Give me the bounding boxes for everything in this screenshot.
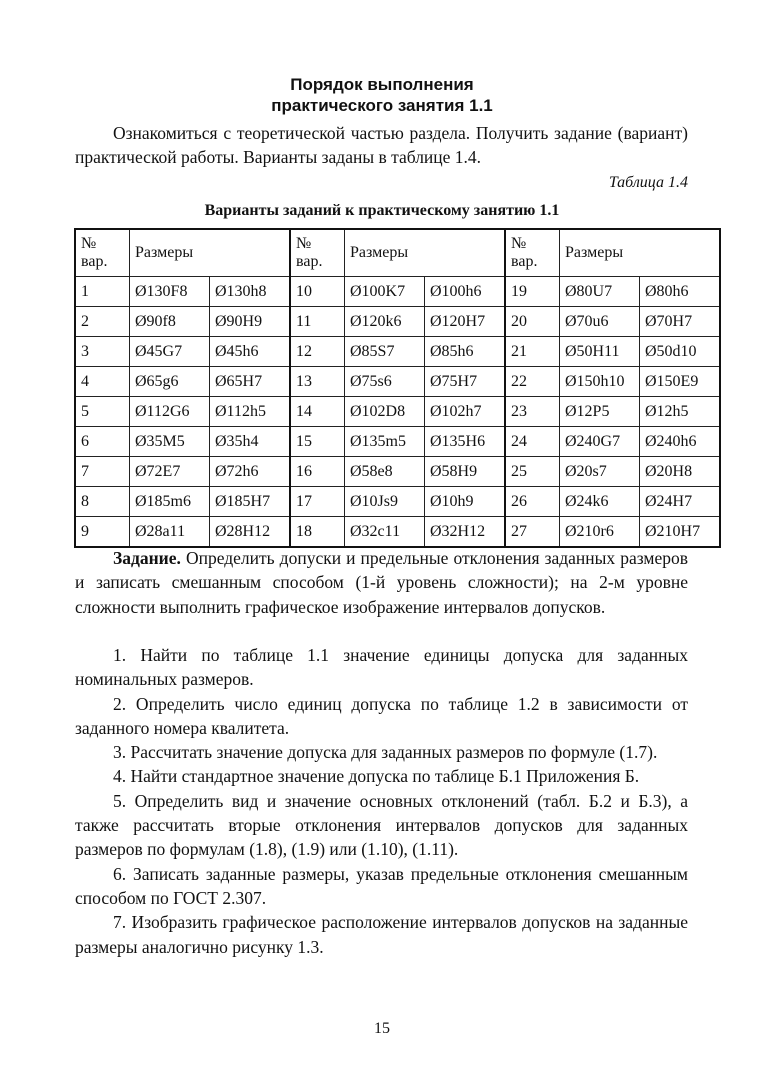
- variant-number: 23: [505, 397, 560, 427]
- size-cell: Ø120H7: [425, 307, 506, 337]
- size-cell: Ø80U7: [560, 277, 640, 307]
- size-cell: Ø70u6: [560, 307, 640, 337]
- size-cell: Ø24k6: [560, 487, 640, 517]
- variant-number: 19: [505, 277, 560, 307]
- size-cell: Ø58e8: [345, 457, 425, 487]
- size-cell: Ø45h6: [210, 337, 291, 367]
- variant-number: 13: [290, 367, 345, 397]
- variant-number: 26: [505, 487, 560, 517]
- variant-number: 20: [505, 307, 560, 337]
- variant-number: 14: [290, 397, 345, 427]
- step-item: 1. Найти по таблице 1.1 значение единицы допуска для заданных номинальных размеров.: [75, 645, 688, 690]
- size-cell: Ø28H12: [210, 517, 291, 548]
- variant-number: 25: [505, 457, 560, 487]
- size-cell: Ø102h7: [425, 397, 506, 427]
- size-cell: Ø135H6: [425, 427, 506, 457]
- size-cell: Ø210H7: [640, 517, 721, 548]
- step-item: 2. Определить число единиц допуска по таблице 1.2 в зависимости от заданного номера квалитета.: [75, 693, 688, 738]
- size-cell: Ø10Js9: [345, 487, 425, 517]
- table-row: [75, 367, 720, 397]
- variant-number: 11: [290, 307, 345, 337]
- variant-number: 12: [290, 337, 345, 367]
- size-cell: Ø32c11: [345, 517, 425, 548]
- size-cell: Ø10h9: [425, 487, 506, 517]
- size-cell: Ø45G7: [130, 337, 210, 367]
- size-cell: Ø240h6: [640, 427, 721, 457]
- size-cell: Ø80h6: [640, 277, 721, 307]
- size-cell: Ø150h10: [560, 367, 640, 397]
- step-item: 5. Определить вид и значение основных отклонений (табл. Б.2 и Б.3), а также рассчитать вторые отклонения интервалов допусков для заданных размеров по формулам (1.8), (1.9) или (1.10), (1.11).: [75, 790, 688, 860]
- size-cell: Ø24H7: [640, 487, 721, 517]
- size-cell: Ø100K7: [345, 277, 425, 307]
- size-cell: Ø135m5: [345, 427, 425, 457]
- size-cell: Ø35M5: [130, 427, 210, 457]
- size-cell: Ø20s7: [560, 457, 640, 487]
- size-cell: Ø240G7: [560, 427, 640, 457]
- size-cell: Ø130F8: [130, 277, 210, 307]
- variant-number: 10: [290, 277, 345, 307]
- variant-number: 8: [75, 487, 130, 517]
- size-cell: Ø90H9: [210, 307, 291, 337]
- table-caption: Таблица 1.4: [608, 174, 688, 191]
- size-cell: Ø120k6: [345, 307, 425, 337]
- size-cell: Ø112G6: [130, 397, 210, 427]
- size-cell: Ø20H8: [640, 457, 721, 487]
- variant-number: 22: [505, 367, 560, 397]
- variant-number: 4: [75, 367, 130, 397]
- header-sizes: Размеры: [130, 229, 291, 277]
- variant-number: 6: [75, 427, 130, 457]
- size-cell: Ø100h6: [425, 277, 506, 307]
- variants-table: [74, 228, 721, 548]
- table-row: [75, 487, 720, 517]
- size-cell: Ø185m6: [130, 487, 210, 517]
- variant-number: 16: [290, 457, 345, 487]
- variant-number: 7: [75, 457, 130, 487]
- steps-list: [75, 643, 688, 959]
- task-label: Задание.: [113, 548, 181, 568]
- size-cell: Ø75s6: [345, 367, 425, 397]
- page-number: 15: [374, 1020, 390, 1037]
- header-sizes: Размеры: [560, 229, 721, 277]
- step-item: 7. Изобразить графическое расположение интервалов допусков на заданные размеры аналогично рисунку 1.3.: [75, 912, 688, 957]
- variant-number: 17: [290, 487, 345, 517]
- variant-number: 18: [290, 517, 345, 548]
- size-cell: Ø28a11: [130, 517, 210, 548]
- step-item: 6. Записать заданные размеры, указав предельные отклонения смешанным способом по ГОСТ 2.307.: [75, 863, 688, 908]
- size-cell: Ø150E9: [640, 367, 721, 397]
- size-cell: Ø12h5: [640, 397, 721, 427]
- size-cell: Ø65g6: [130, 367, 210, 397]
- section-title-line-2: практического занятия 1.1: [271, 96, 493, 115]
- table-row: [75, 427, 720, 457]
- size-cell: Ø85h6: [425, 337, 506, 367]
- table-row: [75, 457, 720, 487]
- size-cell: Ø50d10: [640, 337, 721, 367]
- header-variant-number: № вар.: [75, 229, 130, 277]
- variant-number: 15: [290, 427, 345, 457]
- variant-number: 24: [505, 427, 560, 457]
- table-row: [75, 517, 720, 548]
- table-title: Варианты заданий к практическому занятию 1.1: [204, 202, 560, 219]
- task-paragraph: [75, 546, 688, 619]
- size-cell: Ø72E7: [130, 457, 210, 487]
- size-cell: Ø58H9: [425, 457, 506, 487]
- size-cell: Ø70H7: [640, 307, 721, 337]
- size-cell: Ø50H11: [560, 337, 640, 367]
- size-cell: Ø85S7: [345, 337, 425, 367]
- size-cell: Ø65H7: [210, 367, 291, 397]
- table-header-row: [75, 229, 720, 277]
- size-cell: Ø75H7: [425, 367, 506, 397]
- section-title-line-1: Порядок выполнения: [290, 75, 474, 94]
- size-cell: Ø210r6: [560, 517, 640, 548]
- header-variant-number: № вар.: [505, 229, 560, 277]
- intro-paragraph: Ознакомиться с теоретической частью раздела. Получить задание (вариант) практической работы. Варианты заданы в таблице 1.4.: [75, 123, 688, 168]
- size-cell: Ø112h5: [210, 397, 291, 427]
- step-item: 4. Найти стандартное значение допуска по таблице Б.1 Приложения Б.: [113, 766, 640, 787]
- task-text: Определить допуски и предельные отклонения заданных размеров и записать смешанным способом (1-й уровень сложности); на 2-м уровне сложности выполнить графическое изображение интервалов допусков.: [75, 548, 688, 617]
- variant-number: 27: [505, 517, 560, 548]
- table-row: [75, 277, 720, 307]
- table-row: [75, 397, 720, 427]
- header-sizes: Размеры: [345, 229, 506, 277]
- variant-number: 1: [75, 277, 130, 307]
- size-cell: Ø185H7: [210, 487, 291, 517]
- size-cell: Ø35h4: [210, 427, 291, 457]
- variant-number: 9: [75, 517, 130, 548]
- size-cell: Ø72h6: [210, 457, 291, 487]
- header-variant-number: № вар.: [290, 229, 345, 277]
- step-item: 3. Рассчитать значение допуска для заданных размеров по формуле (1.7).: [113, 742, 658, 763]
- size-cell: Ø12P5: [560, 397, 640, 427]
- table-row: [75, 337, 720, 367]
- variant-number: 21: [505, 337, 560, 367]
- size-cell: Ø90f8: [130, 307, 210, 337]
- size-cell: Ø102D8: [345, 397, 425, 427]
- variant-number: 2: [75, 307, 130, 337]
- size-cell: Ø130h8: [210, 277, 291, 307]
- variant-number: 3: [75, 337, 130, 367]
- table-row: [75, 307, 720, 337]
- variant-number: 5: [75, 397, 130, 427]
- size-cell: Ø32H12: [425, 517, 506, 548]
